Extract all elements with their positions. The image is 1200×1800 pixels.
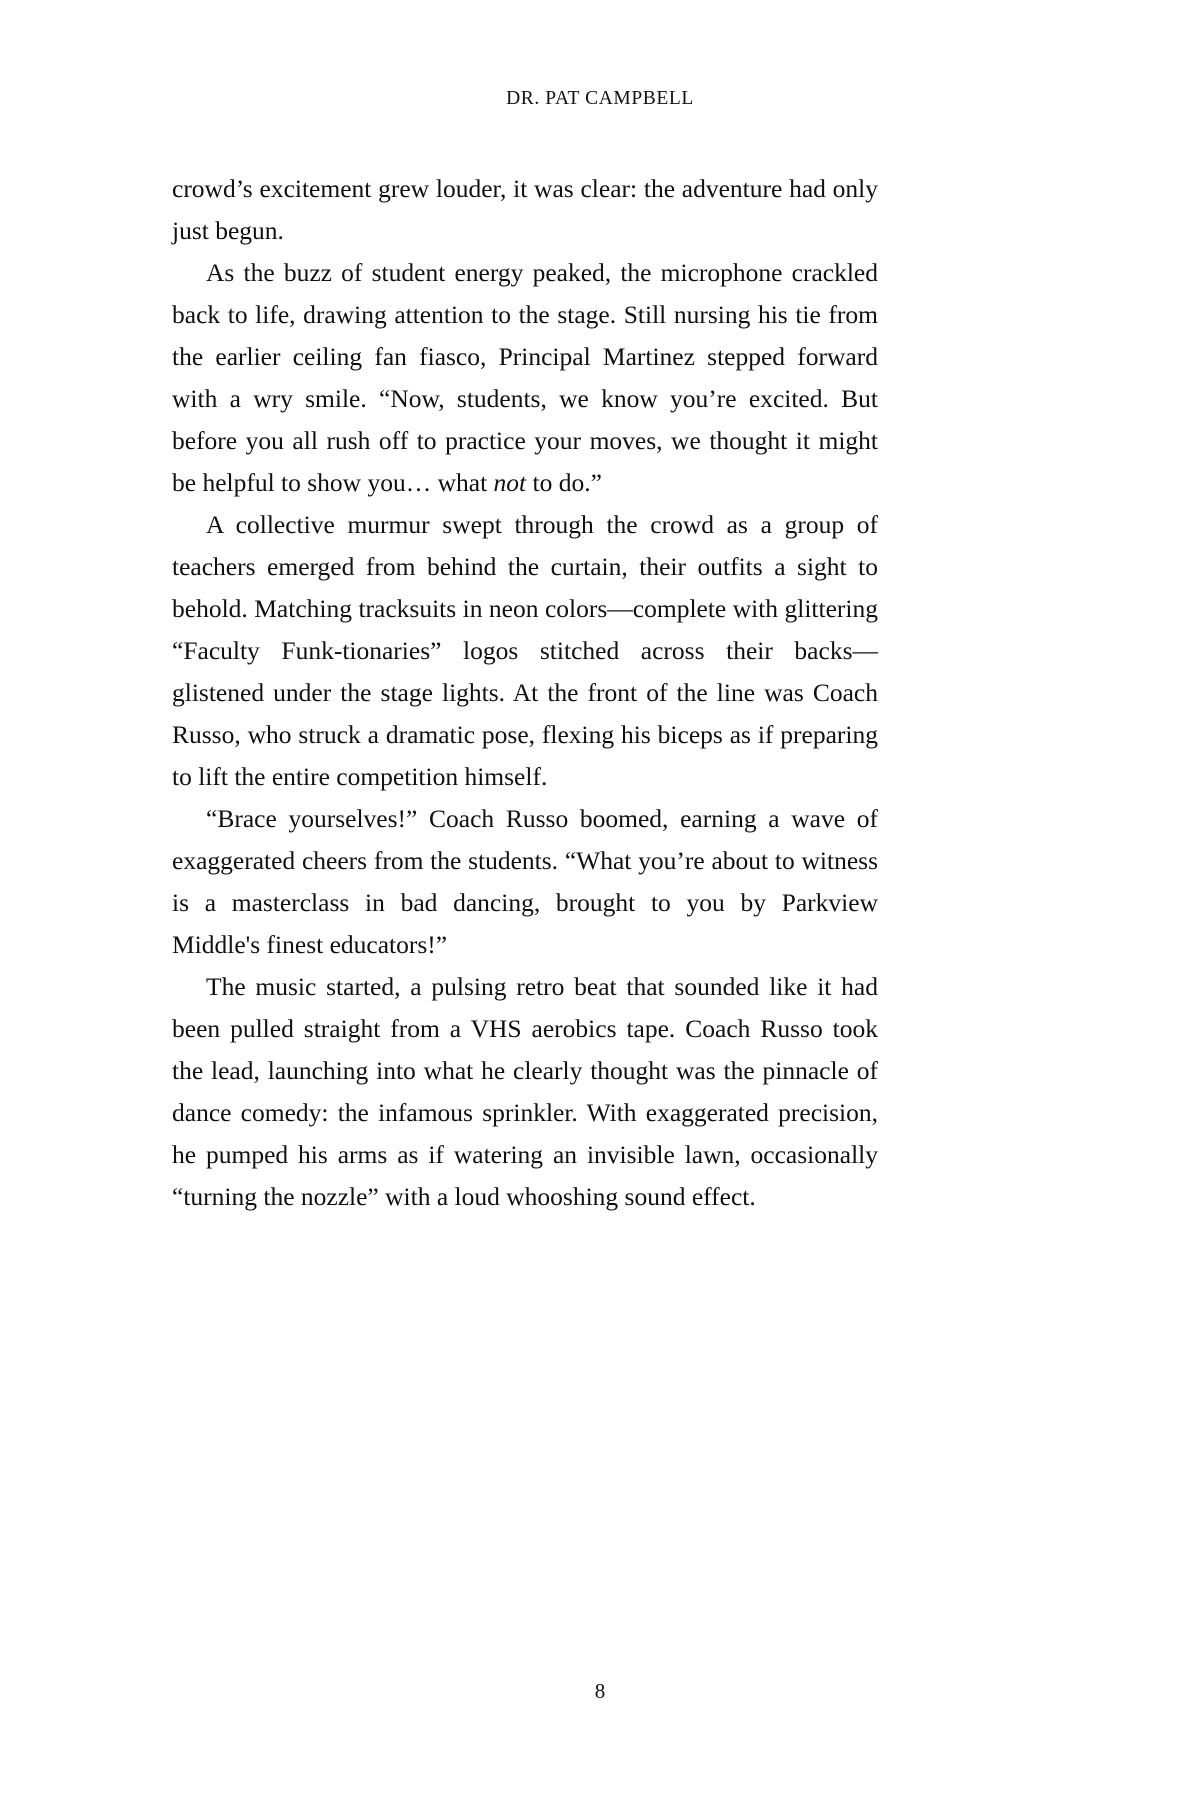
running-head: DR. PAT CAMPBELL	[506, 88, 694, 109]
paragraph: “Brace yourselves!” Coach Russo boomed, earning a wave of exaggerated cheers from the students. “What you’re about to witness is a masterclass in bad dancing, brought to you by Parkview Middle's finest educators!”	[172, 804, 878, 959]
paragraph: crowd’s excitement grew louder, it was clear: the adventure had only just begun.	[172, 174, 878, 245]
body-text	[172, 168, 878, 1218]
paragraph: The music started, a pulsing retro beat that sounded like it had been pulled straight from a VHS aerobics tape. Coach Russo took the lead, launching into what he clearly thought was the pinnacle of dance comedy: the infamous sprinkler. With exaggerated precision, he pumped his arms as if watering an invisible lawn, occasionally “turning the nozzle” with a loud whooshing sound effect.	[172, 972, 878, 1211]
page-number: 8	[594, 1679, 606, 1703]
paragraph: As the buzz of student energy peaked, the microphone crackled back to life, drawing attention to the stage. Still nursing his tie from the earlier ceiling fan fiasco, Principal Martinez stepped forward with a wry smile. “Now, students, we know you’re excited. But before you all rush off to practice your moves, we thought it might be helpful to show you… what not to do.”	[172, 258, 878, 497]
paragraph: A collective murmur swept through the crowd as a group of teachers emerged from behind the curtain, their outfits a sight to behold. Matching tracksuits in neon colors—complete with glittering “Faculty Funk-tionaries” logos stitched across their backs—glistened under the stage lights. At the front of the line was Coach Russo, who struck a dramatic pose, flexing his biceps as if preparing to lift the entire competition himself.	[172, 510, 878, 791]
